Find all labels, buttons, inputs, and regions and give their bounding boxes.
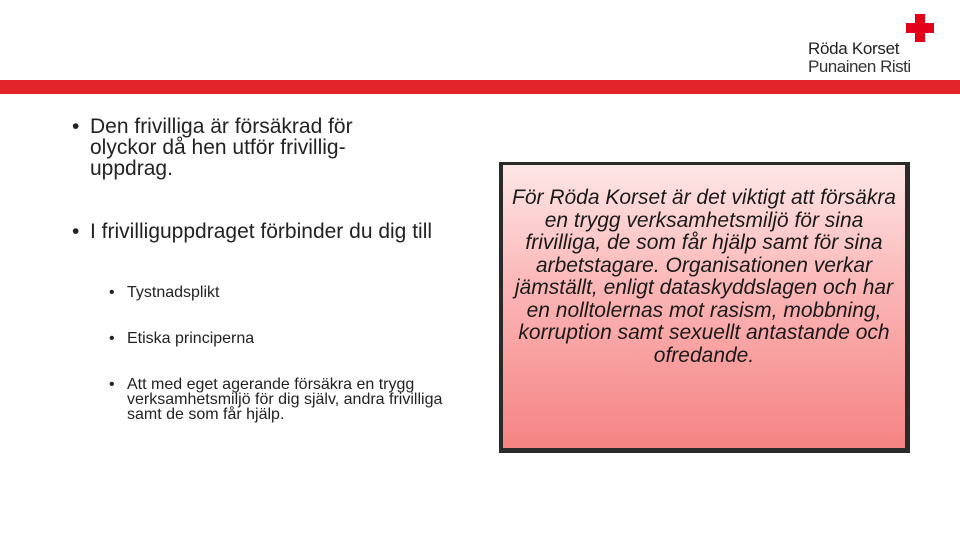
policy-callout-box <box>499 162 910 453</box>
sub-bullet-confidentiality <box>109 285 467 300</box>
policy-callout-text: För Röda Korset är det viktigt att försäkra en trygg verksamhetsmiljö för sina frivilliga, de som får hjälp samt för sina arbetstagare. Organisationen verkar jämställt, enligt dataskyddslagen och har en nolltolernas mot rasism, mobbning, korruption samt sexuellt antastande och ofredande. <box>512 186 896 367</box>
bullet-dot: • <box>109 284 115 301</box>
bullet-list <box>72 116 472 422</box>
bullet-commitment <box>72 221 490 242</box>
header-accent-bar <box>0 80 960 94</box>
red-cross-logo <box>806 14 936 74</box>
logo-name-finnish: Punainen Risti <box>808 57 911 76</box>
bullet-dot: • <box>72 220 80 243</box>
bullet-insurance <box>72 116 420 179</box>
bullet-text: Etiska principerna <box>127 330 255 347</box>
bullet-text: Tystnadsplikt <box>127 284 220 301</box>
bullet-text: Att med eget agerande försäkra en trygg verksamhetsmiljö för dig själv, andra frivilliga samt de som får hjälp. <box>127 376 443 423</box>
bullet-text: Den frivilliga är försäkrad för olyckor då hen utför frivillig-uppdrag. <box>90 115 353 180</box>
sub-bullet-ethics <box>109 331 467 346</box>
logo-name-swedish: Röda Korset <box>808 39 900 58</box>
red-cross-icon <box>906 14 934 42</box>
bullet-dot: • <box>109 330 115 347</box>
sub-bullet-safe-environment <box>109 377 467 422</box>
bullet-dot: • <box>72 115 80 138</box>
bullet-dot: • <box>109 376 115 393</box>
bullet-text: I frivilliguppdraget förbinder du dig till <box>90 220 433 243</box>
